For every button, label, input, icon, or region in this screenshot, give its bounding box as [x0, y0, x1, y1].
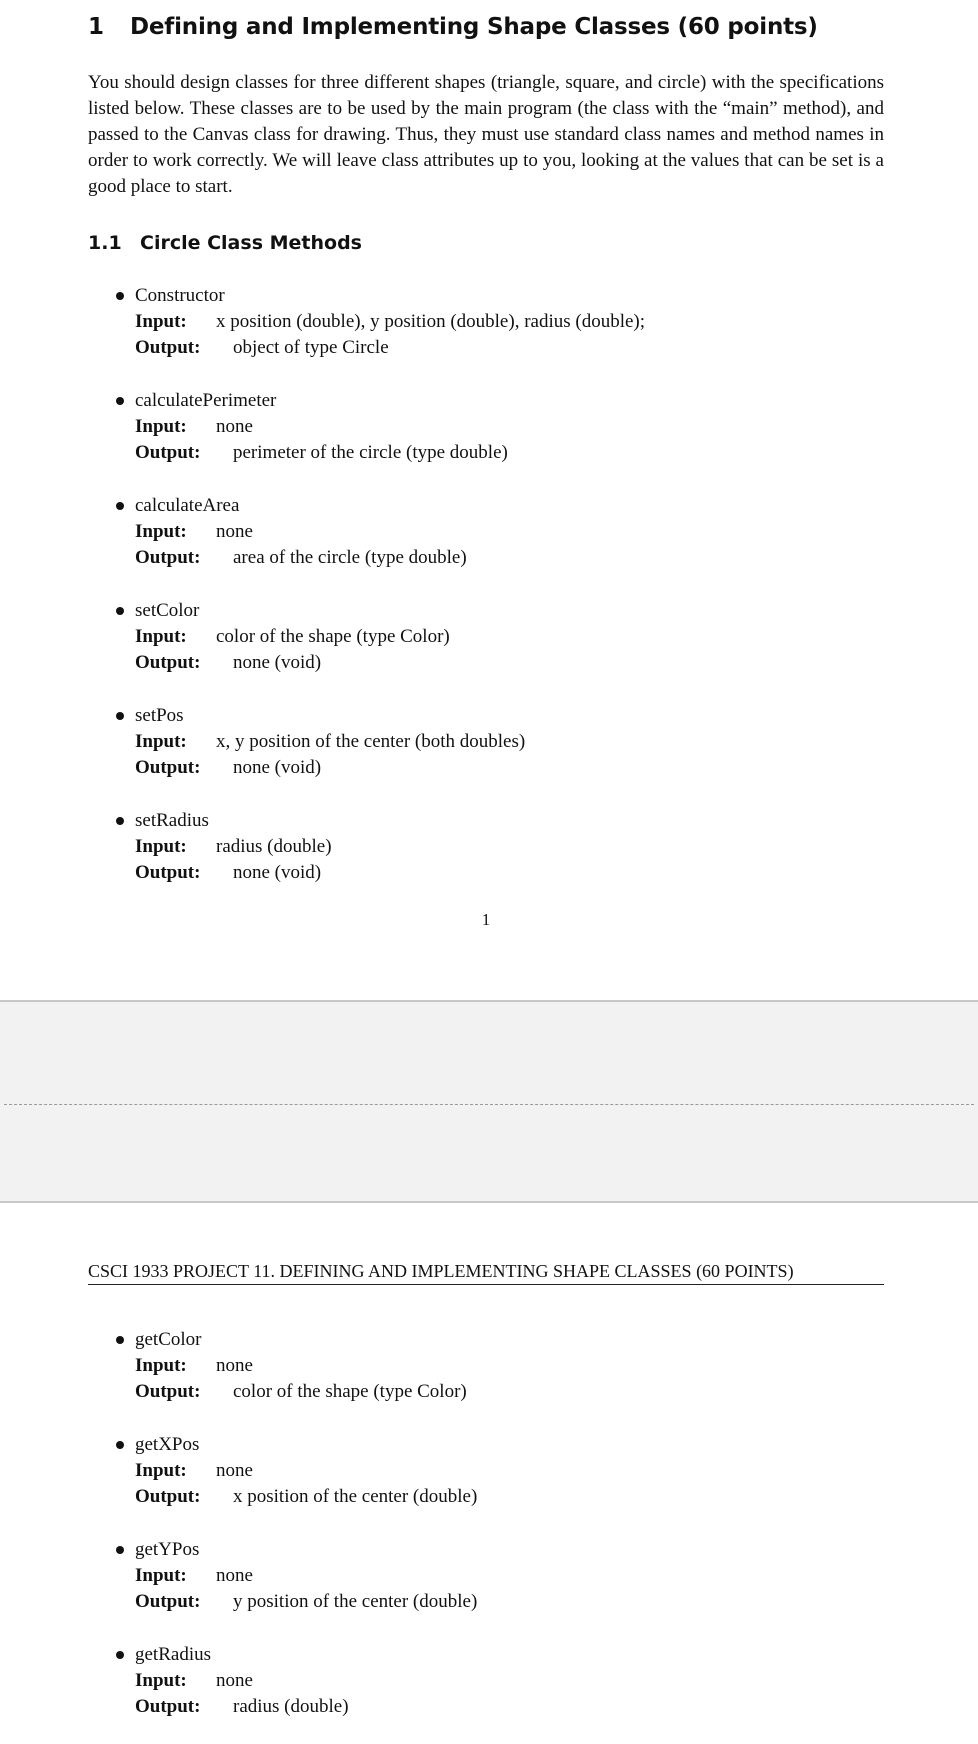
method-input: x, y position of the center (both doubles) — [216, 731, 526, 752]
method-input: none — [216, 521, 253, 542]
method-item — [0, 1642, 477, 1721]
method-output: color of the shape (type Color) — [233, 1381, 467, 1402]
input-label: Input: — [135, 416, 187, 437]
method-output-row — [135, 335, 645, 361]
method-input: none — [216, 1460, 253, 1481]
output-label: Output: — [135, 1591, 201, 1612]
method-item — [0, 808, 645, 887]
input-label: Input: — [135, 521, 187, 542]
method-item — [0, 598, 645, 677]
method-output: x position of the center (double) — [233, 1486, 478, 1507]
method-name: setRadius — [135, 810, 209, 831]
method-name: calculatePerimeter — [135, 390, 277, 411]
method-output-row — [135, 440, 645, 466]
output-label: Output: — [135, 652, 201, 673]
method-output-row — [135, 1484, 477, 1510]
method-name: setPos — [135, 705, 184, 726]
input-label: Input: — [135, 1355, 187, 1376]
method-input-row — [135, 414, 645, 440]
input-label: Input: — [135, 1670, 187, 1691]
method-input: none — [216, 416, 253, 437]
method-list-page-1 — [0, 283, 645, 913]
method-input-row — [135, 309, 645, 335]
method-input-row — [135, 1668, 477, 1694]
bullet-icon — [116, 502, 124, 510]
method-item — [0, 1537, 477, 1616]
bullet-icon — [116, 1336, 124, 1344]
method-output-row — [135, 860, 645, 886]
method-input: none — [216, 1565, 253, 1586]
method-item — [0, 283, 645, 362]
section-title: Defining and Implementing Shape Classes (60 points) — [130, 14, 818, 40]
input-label: Input: — [135, 836, 187, 857]
bullet-icon — [116, 397, 124, 405]
input-label: Input: — [135, 731, 187, 752]
method-input: radius (double) — [216, 836, 332, 857]
input-label: Input: — [135, 311, 187, 332]
bullet-icon — [116, 292, 124, 300]
subsection-title: Circle Class Methods — [140, 232, 362, 254]
method-input-row — [135, 1563, 477, 1589]
input-label: Input: — [135, 1565, 187, 1586]
page-separator — [0, 1000, 978, 1203]
method-input-row — [135, 834, 645, 860]
method-input-row — [135, 1458, 477, 1484]
method-name: getYPos — [135, 1539, 200, 1560]
output-label: Output: — [135, 1486, 201, 1507]
method-output: none (void) — [233, 862, 322, 883]
output-label: Output: — [135, 862, 201, 883]
input-label: Input: — [135, 1460, 187, 1481]
method-input: none — [216, 1355, 253, 1376]
method-item — [0, 493, 645, 572]
method-output: y position of the center (double) — [233, 1591, 478, 1612]
output-label: Output: — [135, 442, 201, 463]
method-output-row — [135, 545, 645, 571]
method-input-row — [135, 1353, 477, 1379]
method-output: area of the circle (type double) — [233, 547, 467, 568]
method-name: Constructor — [135, 285, 225, 306]
method-output-row — [135, 650, 645, 676]
method-item — [0, 703, 645, 782]
method-output: object of type Circle — [233, 337, 389, 358]
method-input: x position (double), y position (double), radius (double); — [216, 311, 646, 332]
page-number: 1 — [481, 910, 491, 929]
method-output: perimeter of the circle (type double) — [233, 442, 508, 463]
output-label: Output: — [135, 1381, 201, 1402]
output-label: Output: — [135, 1696, 201, 1717]
method-input-row — [135, 519, 645, 545]
method-output-row — [135, 1589, 477, 1615]
method-input-row — [135, 624, 645, 650]
method-item — [0, 388, 645, 467]
intro-paragraph: You should design classes for three different shapes (triangle, square, and circle) with the specifications listed below. These classes are to be used by the main program (the class with the “main” method), and passed to the Canvas class for drawing. Thus, they must use standard class names and method names in order to work correctly. We will leave class attributes up to you, looking at the values that can be set is a good place to start. — [88, 72, 884, 197]
method-output: radius (double) — [233, 1696, 349, 1717]
subsection-heading — [88, 232, 362, 254]
method-item — [0, 1432, 477, 1511]
method-name: getRadius — [135, 1644, 211, 1665]
section-heading — [88, 14, 818, 40]
method-input: color of the shape (type Color) — [216, 626, 450, 647]
output-label: Output: — [135, 337, 201, 358]
input-label: Input: — [135, 626, 187, 647]
method-output-row — [135, 755, 645, 781]
method-output: none (void) — [233, 757, 322, 778]
method-input: none — [216, 1670, 253, 1691]
bullet-icon — [116, 817, 124, 825]
bullet-icon — [116, 1651, 124, 1659]
method-name: getXPos — [135, 1434, 200, 1455]
method-output-row — [135, 1379, 477, 1405]
method-input-row — [135, 729, 645, 755]
method-item — [0, 1327, 477, 1406]
method-name: getColor — [135, 1329, 202, 1350]
method-output-row — [135, 1694, 477, 1720]
output-label: Output: — [135, 547, 201, 568]
bullet-icon — [116, 1546, 124, 1554]
bullet-icon — [116, 607, 124, 615]
bullet-icon — [116, 1441, 124, 1449]
output-label: Output: — [135, 757, 201, 778]
page-break-dashed-line — [4, 1104, 974, 1105]
method-list-page-2 — [0, 1327, 477, 1744]
method-name: calculateArea — [135, 495, 240, 516]
method-name: setColor — [135, 600, 200, 621]
subsection-number: 1.1 — [88, 232, 122, 254]
bullet-icon — [116, 712, 124, 720]
running-header: CSCI 1933 PROJECT 11. DEFINING AND IMPLEMENTING SHAPE CLASSES (60 POINTS) — [88, 1261, 884, 1285]
method-output: none (void) — [233, 652, 322, 673]
section-number: 1 — [88, 14, 104, 40]
